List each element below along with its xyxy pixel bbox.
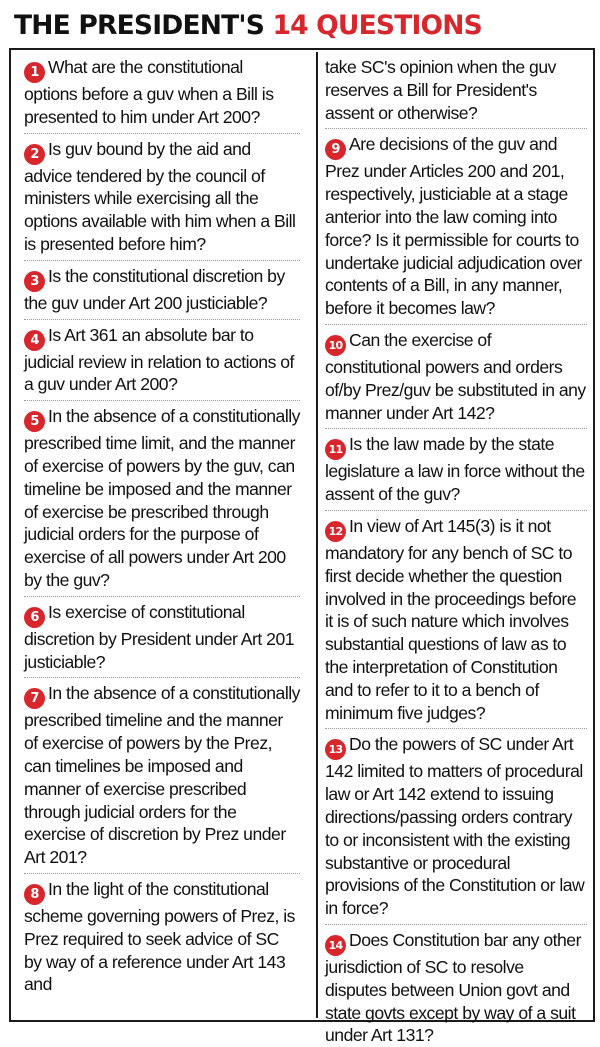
question-number-badge: 6 bbox=[24, 607, 45, 628]
question-text: Do the powers of SC under Art 142 limited to matters of procedural law or Art 142 extend to issuing directions/passing orders contrary to or inconsistent with the existing substantive or procedural provisions of the Constitution or law in force? bbox=[325, 734, 585, 919]
question-item bbox=[325, 510, 587, 724]
question-text: Is Art 361 an absolute bar to judicial review in relation to actions of a guv under Art 200? bbox=[24, 324, 294, 395]
question-text: In the absence of a constitutionally prescribed time limit, and the manner of exercise of powers by the guv, can timeline be imposed and the manner of exercise be prescribed through judicial orders for the purpose of exercise of all powers under Art 200 by the guv? bbox=[24, 406, 300, 590]
question-number-badge: 9 bbox=[325, 139, 346, 160]
question-text: In the absence of a constitutionally prescribed timeline and the manner of exercise of powers by the Prez, can timelines be imposed and manner of exercise prescribed through judicial orders for the exercise of discretion by Prez under Art 201? bbox=[24, 683, 300, 868]
question-item bbox=[325, 324, 587, 424]
question-number-badge: 14 bbox=[325, 935, 346, 956]
question-item bbox=[325, 728, 587, 920]
question-text: take SC's opinion when the guv reserves a Bill for President's assent or otherwise? bbox=[325, 57, 556, 123]
question-item bbox=[24, 133, 300, 256]
column-divider bbox=[316, 52, 318, 1018]
question-number-badge: 12 bbox=[325, 521, 346, 542]
question-item bbox=[24, 400, 300, 592]
question-text: Can the exercise of constitutional powers and orders of/by Prez/guv be substituted in any manner under Art 142? bbox=[325, 329, 586, 423]
question-item bbox=[325, 428, 587, 506]
question-item bbox=[24, 596, 300, 674]
question-number-badge: 8 bbox=[24, 884, 45, 905]
right-column bbox=[325, 56, 587, 1047]
question-number-badge: 4 bbox=[24, 330, 45, 351]
question-item bbox=[24, 677, 300, 869]
question-text: Is guv bound by the aid and advice tendered by the council of ministers while exercising all the options available with him when a Bill is presented before him? bbox=[24, 138, 296, 254]
question-item bbox=[325, 924, 587, 1047]
question-item bbox=[24, 260, 300, 315]
title-accent: 14 QUESTIONS bbox=[272, 10, 482, 41]
question-number-badge: 3 bbox=[24, 271, 45, 292]
question-item bbox=[325, 56, 587, 124]
question-text: In view of Art 145(3) is it not mandatory for any bench of SC to first decide whether the question involved in the proceedings before it is of such nature which involves substantial questions of law as to the interpretation of Constitution and to refer to it to a bench of minimum five judges? bbox=[325, 515, 576, 723]
question-text: Does Constitution bar any other jurisdiction of SC to resolve disputes between Union govt and state govts except by way of a suit under Art 131? bbox=[325, 929, 581, 1046]
question-number-badge: 5 bbox=[24, 411, 45, 432]
question-text: Is exercise of constitutional discretion by President under Art 201 justiciable? bbox=[24, 601, 295, 672]
question-item bbox=[24, 319, 300, 397]
question-text: Is the law made by the state legislature a law in force without the assent of the guv? bbox=[325, 434, 585, 505]
question-text: Is the constitutional discretion by the guv under Art 200 justiciable? bbox=[24, 265, 285, 313]
question-number-badge: 10 bbox=[325, 335, 346, 356]
question-text: What are the constitutional options before a guv when a Bill is presented to him under Art 200? bbox=[24, 57, 274, 127]
question-item bbox=[24, 56, 300, 129]
title-main: THE PRESIDENT'S bbox=[14, 10, 265, 41]
question-item bbox=[325, 128, 587, 320]
question-text: Are decisions of the guv and Prez under Articles 200 and 201, respectively, justiciable at a stage anterior into the law coming into force? Is it permissible for courts to undertake judicial adjudication over contents of a Bill, in any manner, before it becomes law? bbox=[325, 134, 582, 319]
question-text: In the light of the constitutional scheme governing powers of Prez, is Prez required to seek advice of SC by way of a reference under Art 143 and bbox=[24, 878, 295, 995]
question-number-badge: 7 bbox=[24, 688, 45, 709]
page-title bbox=[14, 10, 482, 42]
question-number-badge: 1 bbox=[24, 62, 45, 83]
question-item bbox=[24, 873, 300, 996]
question-number-badge: 2 bbox=[24, 144, 45, 165]
left-column bbox=[24, 56, 300, 996]
question-number-badge: 11 bbox=[325, 439, 346, 460]
question-number-badge: 13 bbox=[325, 739, 346, 760]
